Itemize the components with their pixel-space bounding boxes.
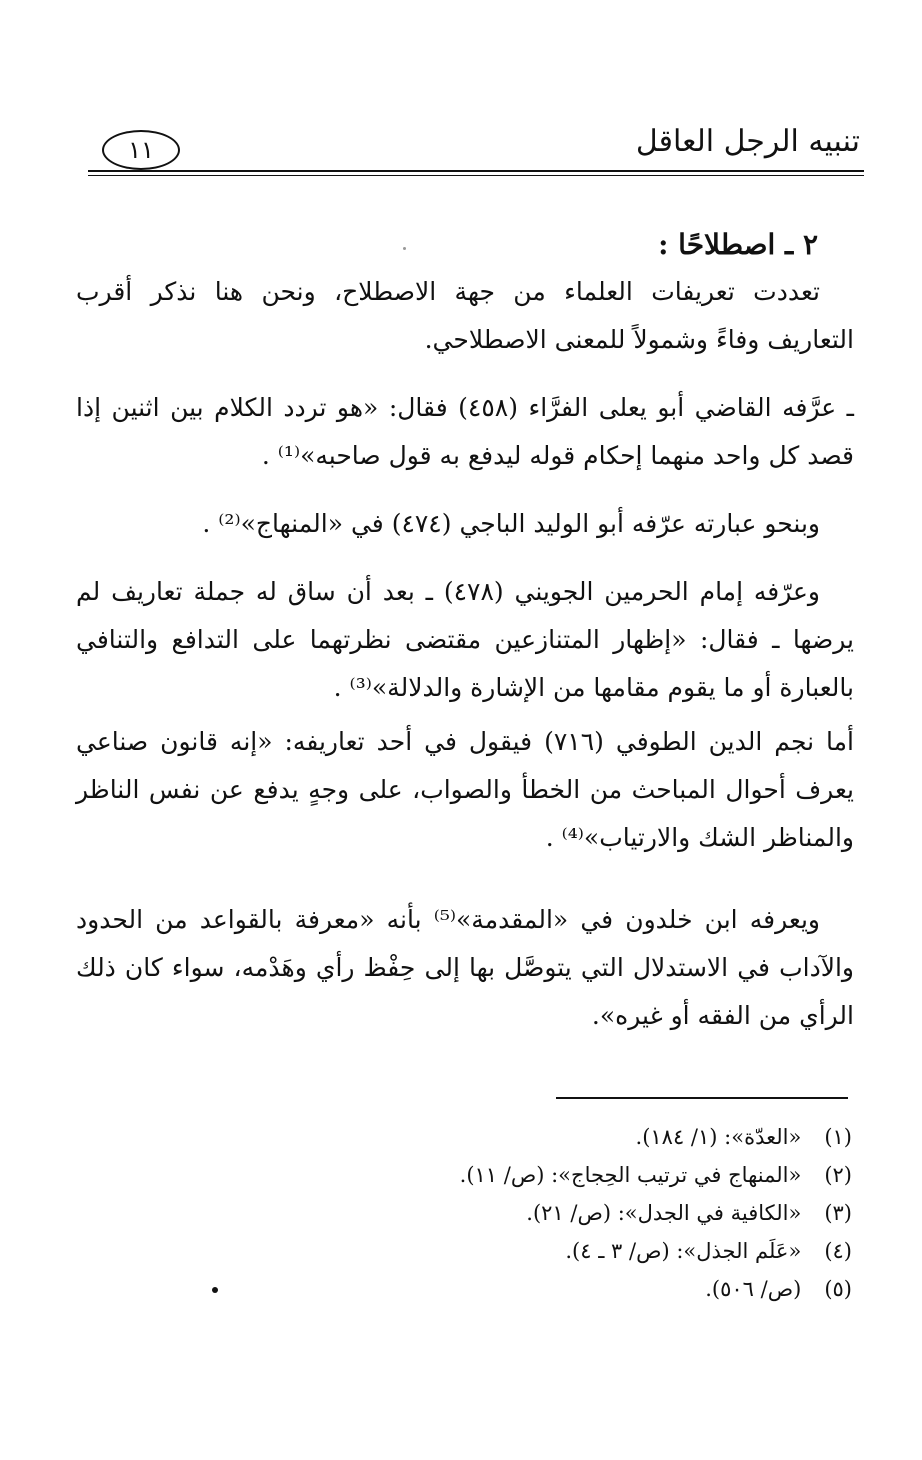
footnote-number: (٣) — [824, 1201, 852, 1225]
ink-speck — [403, 247, 406, 250]
header-rule — [88, 170, 864, 172]
footnote-item — [152, 1118, 852, 1156]
footnote-item — [152, 1194, 852, 1232]
page-header — [88, 118, 864, 174]
footnote-text: «المنهاج في ترتيب الحِجاج»: (ص/ ١١). — [459, 1163, 802, 1187]
running-title: تنبيه الرجل العاقل — [635, 124, 860, 159]
footnote-item — [152, 1270, 852, 1308]
paragraph-ibn-khaldun — [76, 896, 854, 1040]
footnote-text: «العدّة»: (١/ ١٨٤). — [635, 1125, 802, 1149]
paragraph-text: وعرّفه إمام الحرمين الجويني (٤٧٨) ـ بعد أن ساق له جملة تعاريف لم يرضها ـ فقال: «إظهار المتنازعين مقتضى نظرتهما على التدافع والتنافي بالعبارة أو ما يقوم مقامها من الإشارة والدلالة»⁽³⁾ . — [76, 577, 854, 702]
footnote-text: (ص/ ٥٠٦). — [705, 1277, 802, 1301]
page-number: ١١ — [102, 130, 180, 170]
paragraph-baji — [76, 500, 854, 548]
paragraph-intro — [76, 268, 854, 364]
header-rule-secondary — [88, 175, 864, 176]
paragraph-text: تعددت تعريفات العلماء من جهة الاصطلاح، ونحن هنا نذكر أقرب التعاريف وفاءً وشمولاً للمعنى الاصطلاحي. — [76, 277, 854, 354]
paragraph-text: أما نجم الدين الطوفي (٧١٦) فيقول في أحد تعاريفه: «إنه قانون صناعي يعرف أحوال المباحث من الخطأ والصواب، على وجهٍ يدفع عن نفس الناظر والمناظر الشك والارتياب»⁽⁴⁾ . — [76, 727, 854, 852]
paragraph-text: ويعرفه ابن خلدون في «المقدمة»⁽⁵⁾ بأنه «معرفة بالقواعد من الحدود والآداب في الاستدلال التي يتوصَّل بها إلى حِفْظ رأي وهَدْمه، سواء كان ذلك الرأي من الفقه أو غيره». — [76, 905, 854, 1030]
footnote-separator — [556, 1097, 848, 1099]
footnote-item — [152, 1232, 852, 1270]
paragraph-text: وبنحو عبارته عرّفه أبو الوليد الباجي (٤٧٤) في «المنهاج»⁽²⁾ . — [202, 509, 820, 538]
ink-dot — [212, 1287, 218, 1293]
footnote-text: «الكافية في الجدل»: (ص/ ٢١). — [526, 1201, 802, 1225]
paragraph-text: ـ عرَّفه القاضي أبو يعلى الفرَّاء (٤٥٨) فقال: «هو تردد الكلام بين اثنين إذا قصد كل واحد منهما إحكام قوله ليدفع به قول صاحبه»⁽¹⁾ . — [76, 393, 854, 470]
footnote-number: (٢) — [824, 1163, 852, 1187]
section-heading: ٢ ـ اصطلاحًا : — [658, 228, 818, 261]
footnotes-list — [152, 1118, 852, 1308]
paragraph-abu-yala — [76, 384, 854, 480]
footnote-number: (١) — [824, 1125, 852, 1149]
paragraph-juwayni — [76, 568, 854, 712]
footnote-number: (٥) — [824, 1277, 852, 1301]
footnote-text: «عَلَم الجذل»: (ص/ ٣ ـ ٤). — [565, 1239, 802, 1263]
footnote-item — [152, 1156, 852, 1194]
footnote-number: (٤) — [824, 1239, 852, 1263]
paragraph-tufi — [76, 718, 854, 862]
